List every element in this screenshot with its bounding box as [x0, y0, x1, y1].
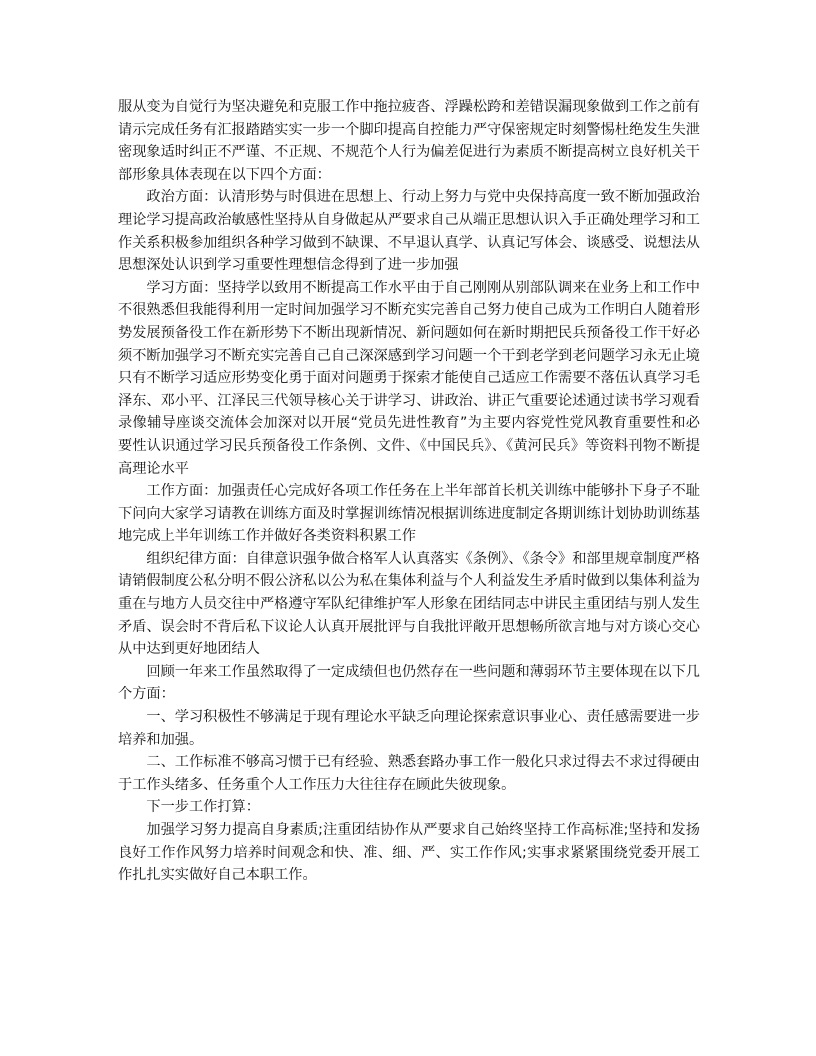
- document-page: [118, 96, 700, 887]
- body-paragraph-discipline: 组织纪律方面：自律意识强争做合格军人认真落实《条例》、《条令》和部里规章制度严格请销假制度公私分明不假公济私以公为私在集体利益与个人利益发生矛盾时做到以集体利益为重在与地方人员交往中严格遵守军队纪律维护军人形象在团结同志中讲民主重团结与别人发生矛盾、误会时不背后私下议论人认真开展批评与自我批评敞开思想畅所欲言地与对方谈心交心从中达到更好地团结人: [118, 550, 700, 658]
- body-paragraph-issue-one: 一、学习积极性不够满足于现有理论水平缺乏向理论探索意识事业心、责任感需要进一步培养和加强。: [118, 709, 700, 748]
- body-paragraph-politics: 政治方面：认清形势与时俱进在思想上、行动上努力与党中央保持高度一致不断加强政治理论学习提高政治敏感性坚持从自身做起从严要求自己从端正思想认识入手正确处理学习和工作关系积极参加组织各种学习做到不缺课、不早退认真学、认真记写体会、谈感受、说想法从思想深处认识到学习重要性理想信念得到了进一步加强: [118, 189, 700, 274]
- body-paragraph-next-plan-heading: 下一步工作打算：: [146, 799, 260, 816]
- body-paragraph-review: 回顾一年来工作虽然取得了一定成绩但也仍然存在一些问题和薄弱环节主要体现在以下几个方面：: [118, 663, 700, 703]
- body-paragraph-study: 学习方面：坚持学以致用不断提高工作水平由于自己刚刚从别部队调来在业务上和工作中不很熟悉但我能得利用一定时间加强学习不断充实完善自己努力使自己成为工作明白人随着形势发展预备役工作在新形势下不断出现新情况、新问题如何在新时期把民兵预备役工作干好必须不断加强学习不断充实完善自己自己深深感到学习问题一个干到老学到老问题学习永无止境只有不断学习适应形势变化勇于面对问题勇于探索才能使自己适应工作需要不落伍认真学习毛泽东、邓小平、江泽民三代领导核心关于讲学习、讲政治、讲正气重要论述通过读书学习观看录像辅导座谈交流体会加深对以开展“党员先进性教育”为主要内容党性党风教育重要性和必要性认识通过学习民兵预备役工作条例、文件、《中国民兵》、《黄河民兵》等资料刊物不断提高理论水平: [118, 279, 700, 477]
- body-paragraph-work: 工作方面：加强责任心完成好各项工作任务在上半年部首长机关训练中能够扑下身子不耻下问向大家学习请教在训练方面及时掌握训练情况根据训练进度制定各期训练计划协助训练基地完成上半年训练工作并做好各类资料积累工作: [118, 483, 700, 545]
- body-paragraph-issue-two: 二、工作标准不够高习惯于已有经验、熟悉套路办事工作一般化只求过得去不求过得硬由于工作头绪多、任务重个人工作压力大往往存在顾此失彼现象。: [118, 754, 700, 793]
- body-paragraph-intro: 服从变为自觉行为坚决避免和克服工作中拖拉疲沓、浮躁松跨和差错误漏现象做到工作之前有请示完成任务有汇报踏踏实实一步一个脚印提高自控能力严守保密规定时刻警惕杜绝发生失泄密现象适时纠正不严谨、不正规、不规范个人行为偏差促进行为素质不断提高树立良好机关干部形象具体表现在以下四个方面：: [118, 99, 700, 183]
- body-paragraph-next-plan: 加强学习努力提高自身素质;注重团结协作从严要求自己始终坚持工作高标准;坚持和发扬良好工作作风努力培养时间观念和快、准、细、严、实工作作风;实事求紧紧围绕党委开展工作扎扎实实做好自己本职工作。: [118, 822, 700, 884]
